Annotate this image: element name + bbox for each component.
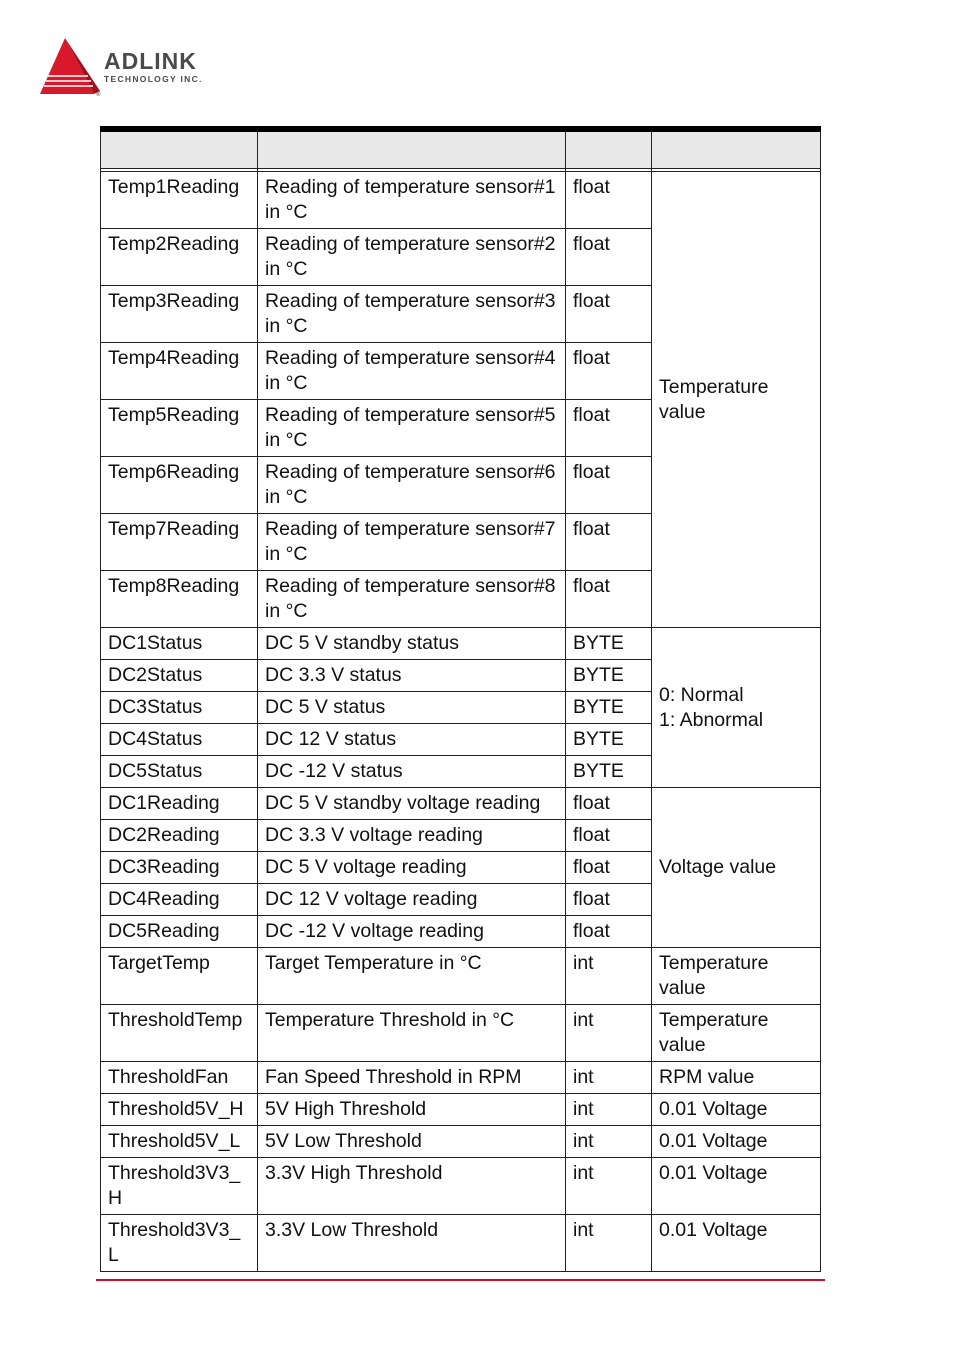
adlink-pyramid-icon [38, 36, 108, 98]
field-name: ThresholdFan [101, 1062, 258, 1094]
field-description: Temperature Threshold in °C [258, 1005, 566, 1062]
logo-brand: ADLINK [104, 48, 197, 74]
logo-subtitle: TECHNOLOGY INC. [104, 74, 203, 84]
field-name: Temp4Reading [101, 343, 258, 400]
field-value-status [652, 628, 821, 788]
field-description: DC 5 V voltage reading [258, 852, 566, 884]
table-row [101, 1126, 821, 1158]
field-name: DC3Reading [101, 852, 258, 884]
field-description: DC -12 V voltage reading [258, 916, 566, 948]
field-name: Threshold5V_H [101, 1094, 258, 1126]
field-type: int [566, 1005, 652, 1062]
field-description: Reading of temperature sensor#7 in °C [258, 514, 566, 571]
field-name: DC1Status [101, 628, 258, 660]
field-type: int [566, 1215, 652, 1272]
header-cell [258, 129, 566, 169]
registered-mark: ® [96, 92, 101, 98]
field-value: 0.01 Voltage [652, 1094, 821, 1126]
field-name: Temp1Reading [101, 172, 258, 229]
field-name: Threshold5V_L [101, 1126, 258, 1158]
field-name: DC5Reading [101, 916, 258, 948]
table-row [101, 1158, 821, 1215]
field-description: Reading of temperature sensor#8 in °C [258, 571, 566, 628]
table-row [101, 1215, 821, 1272]
field-description: DC 5 V status [258, 692, 566, 724]
field-description: DC 12 V voltage reading [258, 884, 566, 916]
field-value: 0.01 Voltage [652, 1126, 821, 1158]
table-row [101, 1005, 821, 1062]
field-description: 5V High Threshold [258, 1094, 566, 1126]
field-type: int [566, 1126, 652, 1158]
logo-wordmark [104, 50, 203, 84]
field-type: float [566, 820, 652, 852]
field-name: DC4Status [101, 724, 258, 756]
field-type: float [566, 884, 652, 916]
field-name: DC2Status [101, 660, 258, 692]
field-description: Reading of temperature sensor#4 in °C [258, 343, 566, 400]
field-name: Temp7Reading [101, 514, 258, 571]
field-name: DC3Status [101, 692, 258, 724]
field-description: DC -12 V status [258, 756, 566, 788]
field-type: int [566, 1062, 652, 1094]
field-description: Fan Speed Threshold in RPM [258, 1062, 566, 1094]
table-row [101, 1062, 821, 1094]
field-type: float [566, 457, 652, 514]
field-name: TargetTemp [101, 948, 258, 1005]
field-name: DC1Reading [101, 788, 258, 820]
field-type: BYTE [566, 756, 652, 788]
field-name: Temp2Reading [101, 229, 258, 286]
field-type: float [566, 229, 652, 286]
field-value-voltage: Voltage value [652, 788, 821, 948]
field-type: float [566, 286, 652, 343]
field-description: 3.3V Low Threshold [258, 1215, 566, 1272]
status-value-normal: 0: Normal [659, 684, 744, 706]
field-type: int [566, 1158, 652, 1215]
field-type: float [566, 916, 652, 948]
field-type: float [566, 172, 652, 229]
field-name: Temp3Reading [101, 286, 258, 343]
field-description: DC 3.3 V status [258, 660, 566, 692]
field-description: Reading of temperature sensor#1 in °C [258, 172, 566, 229]
field-name: Temp5Reading [101, 400, 258, 457]
field-description: 5V Low Threshold [258, 1126, 566, 1158]
header-cell [101, 129, 258, 169]
field-type: int [566, 1094, 652, 1126]
field-description: DC 12 V status [258, 724, 566, 756]
field-description: Reading of temperature sensor#6 in °C [258, 457, 566, 514]
field-description: Reading of temperature sensor#2 in °C [258, 229, 566, 286]
field-type: float [566, 400, 652, 457]
field-name: DC5Status [101, 756, 258, 788]
field-type: int [566, 948, 652, 1005]
field-description: 3.3V High Threshold [258, 1158, 566, 1215]
field-type: BYTE [566, 660, 652, 692]
field-type: float [566, 788, 652, 820]
field-description: Target Temperature in °C [258, 948, 566, 1005]
header-cell [652, 129, 821, 169]
field-name: Temp8Reading [101, 571, 258, 628]
table-row [101, 948, 821, 1005]
field-type: BYTE [566, 724, 652, 756]
table-header-row [101, 129, 821, 169]
footer-rule [96, 1279, 825, 1281]
table-row [101, 172, 821, 229]
field-type: BYTE [566, 692, 652, 724]
field-name: ThresholdTemp [101, 1005, 258, 1062]
field-value: RPM value [652, 1062, 821, 1094]
field-value: 0.01 Voltage [652, 1215, 821, 1272]
field-name: Threshold3V3_L [101, 1215, 258, 1272]
field-name: DC4Reading [101, 884, 258, 916]
field-name: Temp6Reading [101, 457, 258, 514]
field-type: float [566, 514, 652, 571]
table-row [101, 1094, 821, 1126]
field-description: DC 5 V standby status [258, 628, 566, 660]
data-table [100, 126, 821, 1272]
field-value: 0.01 Voltage [652, 1158, 821, 1215]
field-value-temperature: Temperature value [652, 172, 821, 628]
field-value: Temperature value [652, 948, 821, 1005]
field-name: DC2Reading [101, 820, 258, 852]
table-row [101, 628, 821, 660]
table-row [101, 788, 821, 820]
field-value: Temperature value [652, 1005, 821, 1062]
header-cell [566, 129, 652, 169]
field-name: Threshold3V3_H [101, 1158, 258, 1215]
status-value-abnormal: 1: Abnormal [659, 708, 764, 731]
field-description: DC 5 V standby voltage reading [258, 788, 566, 820]
field-type: float [566, 852, 652, 884]
field-description: Reading of temperature sensor#5 in °C [258, 400, 566, 457]
field-type: float [566, 343, 652, 400]
field-type: BYTE [566, 628, 652, 660]
field-description: DC 3.3 V voltage reading [258, 820, 566, 852]
field-description: Reading of temperature sensor#3 in °C [258, 286, 566, 343]
field-type: float [566, 571, 652, 628]
